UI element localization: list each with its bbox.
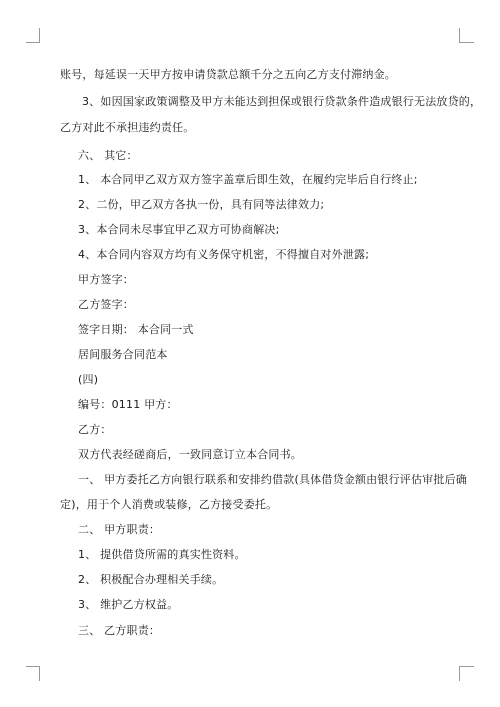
paragraph-line: 2、二份，甲乙双方各执一份，具有同等法律效力; — [78, 198, 325, 211]
paragraph-line: 3、 维护乙方权益。 — [78, 598, 179, 611]
paragraph-line: 1、 提供借贷所需的真实性资料。 — [78, 548, 246, 561]
paragraph-line: 定)，用于个人消费或装修，乙方接受委托。 — [60, 498, 278, 511]
document-title: 居间服务合同范本 — [78, 348, 168, 361]
party-b-line: 乙方： — [78, 423, 112, 436]
section-heading: 六、 其它： — [78, 149, 138, 162]
crop-mark-bottom-left — [26, 666, 40, 681]
section-number: (四) — [78, 373, 99, 386]
paragraph-line: 3、本合同未尽事宜甲乙双方可协商解决; — [78, 223, 280, 236]
crop-mark-bottom-right — [459, 666, 474, 681]
crop-mark-top-right — [459, 28, 474, 43]
paragraph-line: 1、 本合同甲乙双方双方签字盖章后即生效，在履约完毕后自行终止; — [78, 173, 418, 186]
contract-number-line: 编号：0111 甲方： — [78, 398, 178, 411]
crop-mark-top-left — [26, 28, 40, 43]
paragraph-line: 2、 积极配合办理相关手续。 — [78, 573, 224, 586]
signature-date-line: 签字日期： 本合同一式 — [78, 323, 194, 336]
paragraph-line: 一、 甲方委托乙方向银行联系和安排约借款(具体借贷金额由银行评估审批后确 — [78, 473, 467, 486]
paragraph-line: 4、本合同内容双方均有义务保守机密，不得擅自对外泄露; — [78, 248, 370, 261]
section-heading: 二、 甲方职责： — [78, 523, 161, 536]
signature-label-party-b: 乙方签字： — [78, 298, 134, 311]
paragraph-line: 3、如因国家政策调整及甲方未能达到担保或银行贷款条件造成银行无法放贷的， — [82, 95, 482, 108]
section-heading: 三、 乙方职责： — [78, 624, 161, 637]
paragraph-line: 双方代表经磋商后，一致同意订立本合同书。 — [78, 448, 302, 461]
paragraph-line: 账号，每延误一天甲方按申请贷款总额千分之五向乙方支付滞纳金。 — [60, 68, 396, 81]
signature-label-party-a: 甲方签字： — [78, 273, 134, 286]
paragraph-line: 乙方对此不承担违约责任。 — [60, 121, 195, 134]
